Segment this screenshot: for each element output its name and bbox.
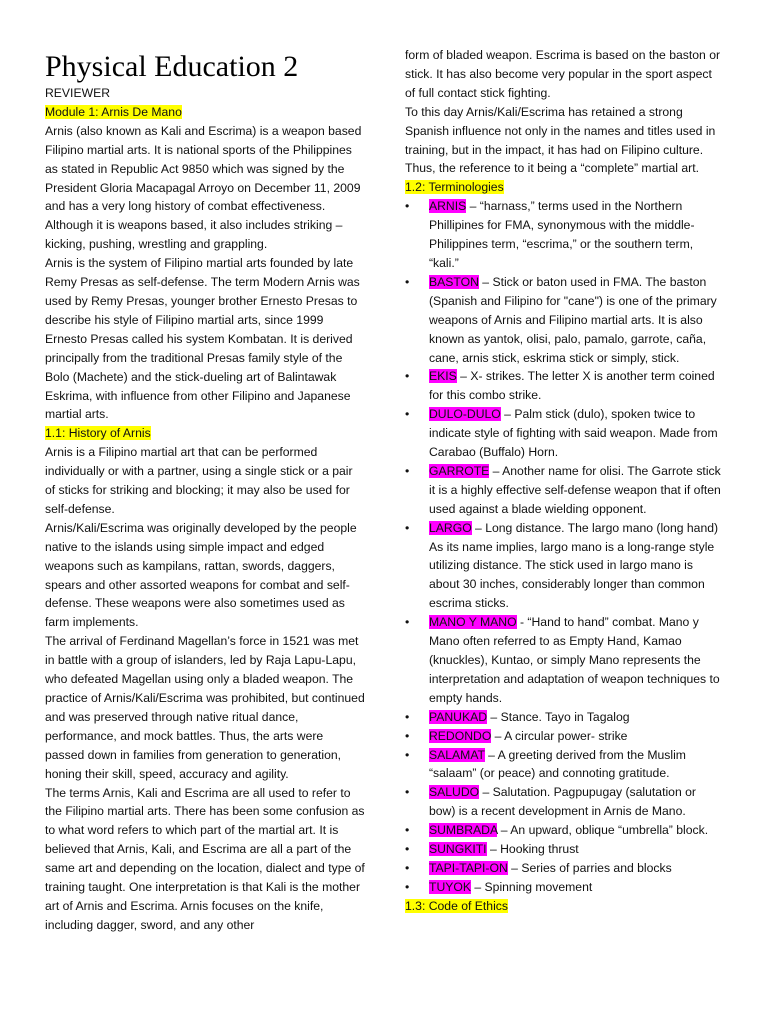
term-item bbox=[405, 840, 725, 859]
history-paragraph: The arrival of Ferdinand Magellan’s force in 1521 was met in battle with a group of islanders, led by Raja Lapu-Lapu, who defeated Magellan using only a bladed weapon. The practice of Arnis/Kali/Escrima was prohibited, but continued and was preserved through native ritual dance, performance, and mock battles. Thus, the arts were passed down in families from generation to generation, honing their skill, speed, accuracy and agility. bbox=[45, 634, 365, 781]
module-paragraph: Arnis is the system of Filipino martial arts founded by late Remy Presas as self-defense. The term Modern Arnis was used by Remy Presas, younger brother Ernesto Presas to describe his style of Filipino martial arts, since 1999 Ernesto Presas called his system Kombatan. It is derived principally from the traditional Presas family style of the Bolo (Machete) and the stick-dueling art of Balintawak Eskrima, with influence from other Filipino and Japanese martial arts. bbox=[45, 256, 360, 422]
term-name: SALUDO bbox=[429, 785, 480, 800]
bullet-icon: • bbox=[405, 747, 410, 762]
term-name: TAPI-TAPI-ON bbox=[429, 860, 508, 875]
term-name: SUNGKITI bbox=[429, 842, 487, 857]
term-name: BASTON bbox=[429, 274, 479, 289]
term-item bbox=[405, 783, 725, 821]
term-name: TUYOK bbox=[429, 879, 471, 894]
term-name: ARNIS bbox=[429, 199, 467, 214]
ethics-heading-text: 1.3: Code of Ethics bbox=[405, 898, 508, 913]
term-name: LARGO bbox=[429, 520, 472, 535]
term-item bbox=[405, 746, 725, 784]
term-name: MANO Y MANO bbox=[429, 615, 517, 630]
term-definition: – Spinning movement bbox=[470, 879, 593, 894]
term-item bbox=[405, 405, 725, 462]
history-paragraph: Arnis/Kali/Escrima was originally developed by the people native to the islands using simple impact and edged weapons such as kampilans, rattan, swords, daggers, spears and other assorted weapons for combat and self-defense. These weapons were also sometimes used as farm implements. bbox=[45, 520, 357, 630]
term-definition: – Stick or baton used in FMA. The baston (Spanish and Filipino for "cane") is one of the primary weapons of Arnis and Filipino martial arts. It is also known as yantok, olisi, palo, pamalo, garrote, caña, cane, arnis stick, eskrima stick or simply, stick. bbox=[429, 274, 717, 365]
term-definition: – A circular power- strike bbox=[491, 728, 628, 743]
terminologies-heading bbox=[405, 178, 725, 197]
terminologies-heading-text: 1.2: Terminologies bbox=[405, 180, 504, 195]
term-definition: – A greeting derived from the Muslim “salaam” (or peace) and connoting gratitude. bbox=[429, 747, 686, 781]
bullet-icon: • bbox=[405, 274, 410, 289]
term-definition: – Hooking thrust bbox=[486, 842, 579, 857]
term-name: GARROTE bbox=[429, 463, 490, 478]
term-definition: - “Hand to hand” combat. Mano y Mano often referred to as Empty Hand, Kamao (knuckles), Kuntao, or simply Mano represents the interpretation and adaptation of weapon techniques to empty hands. bbox=[429, 615, 720, 705]
bullet-icon: • bbox=[405, 823, 410, 838]
term-definition: – Salutation. Pagpupugay (salutation or bow) is a recent development in Arnis de Mano. bbox=[429, 785, 696, 819]
term-name: SUMBRADA bbox=[429, 823, 498, 838]
term-name: EKIS bbox=[429, 369, 457, 384]
bullet-icon: • bbox=[405, 785, 410, 800]
terminology-list bbox=[405, 197, 725, 897]
term-name: DULO-DULO bbox=[429, 407, 501, 422]
history-heading bbox=[45, 424, 365, 443]
term-name: REDONDO bbox=[429, 728, 492, 743]
term-item bbox=[405, 462, 725, 519]
ethics-heading bbox=[405, 897, 725, 916]
bullet-icon: • bbox=[405, 520, 410, 535]
term-definition: – Series of parries and blocks bbox=[507, 860, 672, 875]
bullet-icon: • bbox=[405, 407, 410, 422]
term-item bbox=[405, 613, 725, 708]
left-column bbox=[45, 0, 365, 935]
bullet-icon: • bbox=[405, 842, 410, 857]
term-name: PANUKAD bbox=[429, 709, 488, 724]
module-heading bbox=[45, 103, 365, 122]
bullet-icon: • bbox=[405, 463, 410, 478]
term-name: SALAMAT bbox=[429, 747, 485, 762]
term-item bbox=[405, 197, 725, 273]
term-definition: – Another name for olisi. The Garrote stick it is a highly effective self-defense weapon that if often used against a blade wielding opponent. bbox=[429, 463, 721, 516]
right-column bbox=[405, 46, 725, 916]
continuation-paragraph: To this day Arnis/Kali/Escrima has retained a strong Spanish influence not only in the names and titles used in training, but in the impact, it has had on Filipino culture. Thus, the reference to it being a “complete” martial art. bbox=[405, 104, 716, 176]
term-definition: – Long distance. The largo mano (long hand) As its name implies, largo mano is a long-range style utilizing distance. The stick used in largo mano is about 30 inches, considerably longer than common escrima sticks. bbox=[429, 520, 719, 611]
history-heading-text: 1.1: History of Arnis bbox=[45, 426, 151, 441]
term-item bbox=[405, 878, 725, 897]
term-item bbox=[405, 519, 725, 614]
term-definition: – X- strikes. The letter X is another term coined for this combo strike. bbox=[429, 369, 715, 403]
history-paragraph: Arnis is a Filipino martial art that can be performed individually or with a partner, using a single stick or a pair of sticks for striking and blocking; it may also be used for self-defense. bbox=[45, 445, 353, 516]
module-paragraph: Arnis (also known as Kali and Escrima) is a weapon based Filipino martial arts. It is national sports of the Philippines as stated in Republic Act 9850 which was signed by the President Gloria Macapagal Arroyo on December 11, 2009 and has a very long history of combat effectiveness. Although it is weapons based, it also includes striking – kicking, pushing, wrestling and grappling. bbox=[45, 123, 362, 252]
bullet-icon: • bbox=[405, 199, 410, 214]
page-subtitle: REVIEWER bbox=[45, 86, 111, 100]
bullet-icon: • bbox=[405, 728, 410, 743]
term-item bbox=[405, 821, 725, 840]
term-item bbox=[405, 727, 725, 746]
term-definition: – Palm stick (dulo), spoken twice to indicate style of fighting with said weapon. Made from Carabao (Buffalo) Horn. bbox=[429, 407, 718, 460]
bullet-icon: • bbox=[405, 615, 410, 630]
bullet-icon: • bbox=[405, 369, 410, 384]
term-definition: – An upward, oblique “umbrella” block. bbox=[497, 823, 709, 838]
bullet-icon: • bbox=[405, 879, 410, 894]
term-item bbox=[405, 367, 725, 405]
page-title: Physical Education 2 bbox=[45, 50, 299, 83]
history-paragraph: The terms Arnis, Kali and Escrima are all used to refer to the Filipino martial arts. There has been some confusion as to what word refers to which part of the martial art. It is believed that Arnis, Kali, and Escrima are all a part of the same art and depending on the location, dialect and type of training taught. One interpretation is that Kali is the mother art of Arnis and Escrima. Arnis focuses on the knife, including dagger, sword, and any other bbox=[45, 785, 365, 932]
bullet-icon: • bbox=[405, 860, 410, 875]
bullet-icon: • bbox=[405, 709, 410, 724]
term-item bbox=[405, 859, 725, 878]
term-definition: – Stance. Tayo in Tagalog bbox=[487, 709, 630, 724]
term-definition: – “harnass,” terms used in the Northern Phillipines for FMA, synonymous with the middle-Philippines term, “escrima,” or the southern term, “kali.” bbox=[429, 199, 695, 270]
term-item bbox=[405, 273, 725, 368]
term-item bbox=[405, 708, 725, 727]
module-heading-text: Module 1: Arnis De Mano bbox=[45, 104, 182, 119]
continuation-paragraph: form of bladed weapon. Escrima is based on the baston or stick. It has also become very popular in the sport aspect of full contact stick fighting. bbox=[405, 48, 721, 100]
